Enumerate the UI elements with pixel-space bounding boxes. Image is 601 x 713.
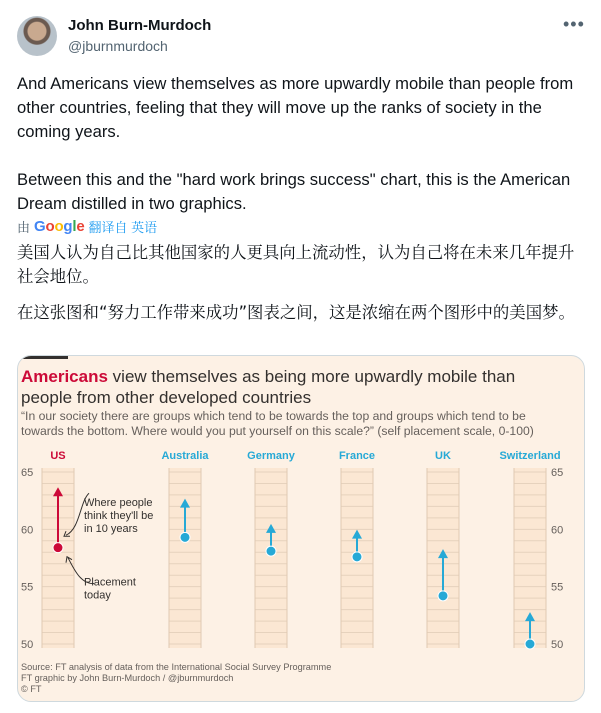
more-icon[interactable]: ••• — [563, 14, 585, 34]
chart-title — [21, 366, 541, 408]
y-tick-label-left: 60 — [21, 524, 34, 537]
translated-by-label: 由 — [17, 220, 31, 235]
chart-image[interactable] — [17, 355, 585, 702]
tweet-text — [17, 72, 583, 216]
category-label: Australia — [161, 450, 209, 462]
translated-paragraph: 在这张图和“努力工作带来成功”图表之间，这是浓缩在两个图形中的美国梦。 — [17, 303, 575, 322]
translated-text — [17, 241, 583, 325]
data-point — [438, 591, 448, 601]
chart-source — [21, 662, 331, 695]
chart-title-highlight: Americans — [21, 367, 108, 386]
category-label: US — [50, 450, 66, 462]
tweet-paragraph: And Americans view themselves as more upwardly mobile than people from other countries, feeling that they will move up the ranks of society in the coming years. — [17, 74, 574, 141]
category-label: Switzerland — [499, 450, 561, 462]
google-logo: Google — [34, 218, 85, 235]
author-handle[interactable]: @jburnmurdoch — [68, 38, 168, 54]
author-name[interactable]: John Burn-Murdoch — [68, 17, 212, 34]
source-line: © FT — [21, 684, 42, 694]
chart-svg — [18, 444, 584, 660]
translation-attribution — [17, 217, 157, 236]
ft-rule — [18, 356, 68, 359]
data-point — [266, 546, 276, 556]
y-tick-label-left: 50 — [21, 639, 34, 651]
category-label: UK — [435, 450, 451, 462]
y-tick-label-right: 50 — [551, 639, 564, 651]
chart-subtitle: “In our society there are groups which tend to be towards the top and groups which tend to be towards the bottom. Where would you put yourself on this scale?” (self placement scale, 0-100) — [21, 409, 534, 438]
annotation-future: Where people — [84, 497, 153, 510]
data-point — [352, 552, 362, 562]
category-label: France — [338, 450, 376, 462]
y-tick-label-right: 60 — [551, 524, 564, 537]
data-point — [53, 543, 63, 553]
source-line: Source: FT analysis of data from the International Social Survey Programme — [21, 662, 332, 672]
annotation-future: think they'll be — [84, 510, 154, 523]
annotation-today: today — [84, 589, 111, 602]
source-line: FT graphic by John Burn-Murdoch / @jburnmurdoch — [21, 673, 234, 683]
category-label: Germany — [247, 450, 295, 462]
y-tick-label-left: 55 — [21, 581, 34, 594]
y-tick-label-right: 65 — [551, 467, 564, 479]
tweet-paragraph: Between this and the "hard work brings success" chart, this is the American Dream distilled in two graphics. — [17, 170, 571, 213]
translated-paragraph: 美国人认为自己比其他国家的人更具向上流动性，认为自己将在未来几年提升社会地位。 — [17, 243, 575, 286]
y-tick-label-right: 55 — [551, 581, 564, 594]
translate-link[interactable]: 翻译自 英语 — [88, 220, 158, 235]
data-point — [180, 532, 190, 542]
chart-title-rest: view themselves as being more upwardly mobile than people from other developed countries — [21, 367, 516, 407]
avatar[interactable] — [17, 16, 57, 56]
annotation-future: in 10 years — [84, 523, 138, 536]
annotation-today: Placement — [84, 576, 136, 589]
data-point — [525, 639, 535, 649]
y-tick-label-left: 65 — [21, 467, 34, 479]
